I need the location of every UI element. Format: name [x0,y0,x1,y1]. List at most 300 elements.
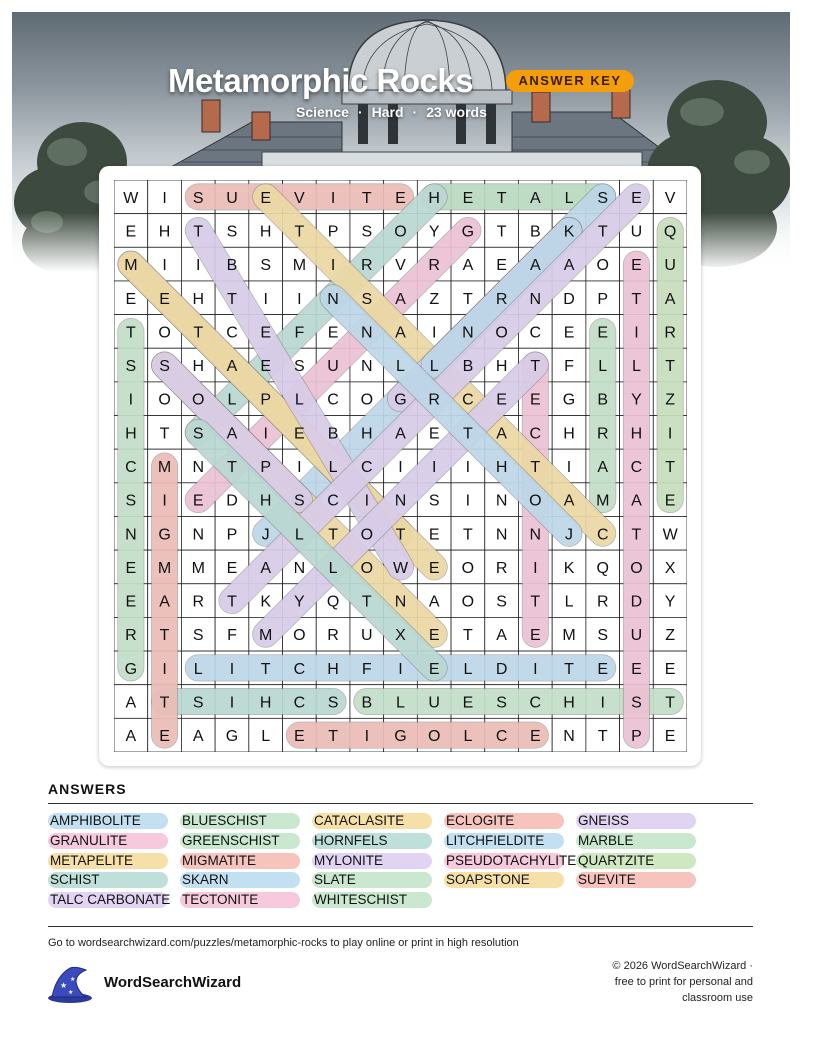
grid-letter: C [293,694,306,712]
grid-letter: N [394,492,407,510]
grid-letter: R [192,593,205,611]
grid-letter: S [192,627,204,645]
answer-word: QUARTZITE [576,853,696,869]
grid-letter: I [431,324,437,342]
grid-letter: O [630,559,643,577]
grid-letter: T [463,526,473,544]
grid-letter: S [260,257,272,275]
grid-letter: P [260,459,272,476]
copyright-line: © 2026 WordSearchWizard · [612,960,753,972]
grid-letter: M [157,559,172,577]
grid-letter: U [327,358,339,376]
grid-letter: T [665,694,676,712]
grid-letter: L [294,526,304,544]
grid-letter: I [364,728,370,746]
grid-letter: F [227,627,237,645]
grid-letter: E [294,728,305,746]
grid-letter: I [162,492,167,510]
grid-letter: I [330,189,336,207]
grid-letter: M [259,627,273,645]
grid-letter: A [260,559,272,577]
grid-letter: L [429,358,439,376]
answer-word: SLATE [312,872,432,888]
grid-letter: E [664,492,676,510]
answer-word: PSEUDOTACHYLITE [446,852,577,868]
answer-key-badge: ANSWER KEY [506,70,634,92]
grid-letter: E [462,694,474,712]
grid-letter: O [192,391,205,409]
grid-letter: H [495,459,508,476]
grid-letter: H [563,694,575,712]
grid-letter: S [192,425,204,443]
grid-letter: O [293,627,306,645]
answer-word: TALC CARBONATE [50,892,171,908]
answer-word: TECTONITE [180,892,300,908]
grid-letter: A [597,459,609,476]
grid-letter: A [395,425,406,443]
grid-letter: T [463,425,473,443]
grid-letter: N [563,728,575,746]
grid-letter: U [361,627,373,645]
grid-letter: U [428,694,440,712]
puzzle-meta [296,104,487,120]
answer-word: SUEVITE [576,872,696,888]
copyright-text [553,958,753,1006]
answer-word: SCHIST [48,872,168,888]
grid-letter: O [461,559,475,577]
grid-letter: N [394,593,407,611]
answer-word: SKARN [180,872,300,888]
grid-letter: E [428,425,440,443]
grid-letter: O [427,728,441,746]
grid-letter: T [597,223,608,241]
grid-letter: A [428,593,440,611]
grid-letter: I [162,189,167,207]
difficulty-label: Hard [371,104,404,120]
grid-letter: B [597,391,609,409]
grid-letter: N [192,459,205,476]
grid-letter: E [260,358,272,376]
grid-letter: C [327,492,339,510]
grid-letter: N [361,358,373,376]
grid-letter: E [664,660,676,678]
grid-letter: Z [665,627,676,645]
grid-letter: O [360,391,374,409]
grid-letter: U [630,223,643,241]
grid-letter: S [597,627,609,645]
grid-letter: C [596,526,609,544]
grid-letter: E [631,257,642,275]
grid-letter: A [226,358,238,376]
grid-letter: V [664,189,676,207]
grid-letter: M [292,257,307,275]
grid-letter: K [260,593,272,611]
grid-letter: R [664,324,676,342]
grid-letter: Z [429,290,440,308]
grid-letter: O [360,559,374,577]
grid-letter: A [395,324,406,342]
grid-letter: Y [428,223,440,241]
grid-letter: I [263,290,268,308]
grid-letter: H [630,425,643,443]
grid-letter: V [395,257,406,275]
grid-letter: A [226,425,238,443]
grid-letter: C [529,425,542,443]
grid-letter: E [294,425,305,443]
grid-letter: L [193,660,203,678]
grid-letter: T [564,660,574,678]
grid-letter: M [124,257,138,275]
grid-letter: I [128,391,134,409]
grid-letter: P [327,223,339,241]
grid-letter: G [461,223,475,241]
footer-url-text: Go to wordsearchwizard.com/puzzles/metamorphic-rocks to play online or print in high resolution [48,937,519,949]
grid-letter: I [297,290,302,308]
grid-letter: T [227,459,237,476]
grid-letter: E [428,660,440,678]
grid-letter: S [294,492,305,510]
grid-letter: O [158,391,171,409]
grid-letter: S [226,223,238,241]
grid-letter: W [392,559,409,577]
grid-letter: H [192,290,205,308]
grid-letter: E [496,257,507,275]
grid-letter: T [631,526,642,544]
grid-letter: I [667,425,673,443]
grid-letter: T [530,358,541,376]
grid-letter: O [461,593,475,611]
grid-letter: E [529,627,541,645]
grid-letter: T [159,627,170,645]
answers-divider [48,803,753,804]
grid-letter: S [125,492,137,510]
grid-letter: H [125,425,137,443]
grid-letter: I [229,660,235,678]
grid-letter: A [462,257,474,275]
grid-letter: L [328,559,338,577]
grid-letter: H [259,223,272,241]
grid-letter: R [495,290,508,308]
copyright-line: free to print for personal and [614,976,753,988]
grid-letter: G [394,728,407,746]
grid-letter: A [529,189,541,207]
subject-label: Science [296,104,349,120]
grid-letter: W [662,526,678,544]
grid-letter: G [158,526,171,544]
grid-letter: L [463,728,473,746]
grid-letter: E [327,324,339,342]
grid-letter: L [564,593,574,611]
grid-letter: F [564,358,574,376]
grid-letter: E [664,728,676,746]
grid-letter: I [263,425,268,443]
grid-letter: S [496,694,507,712]
grid-letter: E [462,189,474,207]
grid-letter: R [125,627,137,645]
grid-letter: T [530,593,541,611]
svg-text:★: ★ [60,981,68,990]
grid-letter: W [123,189,139,207]
grid-letter: Q [663,223,677,241]
grid-letter: T [463,290,473,308]
grid-letter: N [327,290,339,308]
grid-letter: N [529,290,542,308]
grid-letter: D [226,492,238,510]
grid-letter: Q [596,559,609,577]
grid-letter: A [159,593,170,611]
grid-letter: T [597,728,608,746]
grid-letter: P [597,290,609,308]
answers-heading: ANSWERS [48,781,127,797]
grid-letter: U [630,627,643,645]
grid-letter: E [597,660,609,678]
grid-letter: I [600,694,605,712]
grid-letter: X [395,627,406,645]
grid-letter: T [530,459,541,476]
grid-letter: I [162,257,167,275]
grid-letter: T [496,189,507,207]
grid-letter: E [226,559,238,577]
grid-letter: O [495,324,508,342]
grid-letter: S [192,189,204,207]
grid-letter: I [196,257,201,275]
grid-letter: E [631,660,642,678]
grid-letter: E [563,324,575,342]
grid-letter: T [159,694,170,712]
grid-letter: E [428,627,440,645]
grid-letter: T [328,728,338,746]
grid-letter: F [361,660,372,678]
grid-letter: I [465,492,471,510]
grid-letter: I [431,459,437,476]
answer-word: GNEISS [576,813,696,829]
grid-letter: K [563,559,575,577]
grid-letter: E [428,559,440,577]
grid-letter: S [361,223,373,241]
grid-letter: G [225,728,239,746]
grid-letter: E [159,290,170,308]
grid-letter: C [125,459,137,476]
grid-letter: S [361,290,373,308]
grid-letter: T [361,189,372,207]
grid-letter: T [395,526,406,544]
brand-name: WordSearchWizard [104,974,242,991]
grid-letter: Z [665,391,676,409]
grid-letter: R [495,559,508,577]
grid-letter: H [428,189,440,207]
grid-letter: C [327,391,339,409]
grid-letter: N [495,492,508,510]
grid-letter: C [529,694,542,712]
grid-letter: T [665,459,676,476]
grid-letter: U [226,189,238,207]
grid-letter: O [529,492,542,510]
grid-letter: U [664,257,676,275]
grid-letter: E [529,391,541,409]
grid-letter: I [634,324,639,342]
answer-word: AMPHIBOLITE [48,813,168,829]
grid-letter: M [562,627,576,645]
grid-letter: N [529,526,542,544]
grid-letter: E [496,391,507,409]
puzzle-title: Metamorphic Rocks [168,62,474,99]
grid-letter: C [361,459,373,476]
grid-letter: T [294,223,305,241]
grid-letter: A [125,728,137,746]
grid-letter: I [398,660,403,678]
grid-letter: L [227,391,237,409]
grid-letter: D [563,290,575,308]
grid-letter: B [327,425,339,443]
answer-word: MYLONITE [312,853,432,869]
grid-letter: T [193,223,204,241]
grid-letter: C [529,324,542,342]
grid-letter: M [157,459,172,476]
answer-word: MARBLE [576,833,696,849]
grid-letter: M [191,559,205,577]
grid-letter: T [665,358,676,376]
grid-letter: R [428,391,440,409]
grid-letter: T [361,593,372,611]
grid-letter: E [192,492,204,510]
grid-letter: T [328,526,338,544]
grid-letter: O [360,526,374,544]
grid-letter: O [596,257,609,275]
grid-letter: P [260,391,272,409]
grid-letter: S [159,358,170,376]
grid-letter: N [293,559,306,577]
grid-letter: Y [631,391,642,409]
grid-letter: I [533,660,538,678]
answer-word: METAPELITE [48,853,168,869]
grid-letter: N [361,324,373,342]
grid-letter: B [462,358,474,376]
grid-letter: C [293,660,306,678]
grid-letter: I [162,660,167,678]
grid-letter: N [495,526,508,544]
grid-letter: A [563,257,575,275]
grid-letter: B [361,694,373,712]
grid-letter: H [259,694,272,712]
grid-letter: V [294,189,305,207]
grid-letter: J [565,526,574,544]
grid-letter: E [260,189,272,207]
grid-letter: E [125,223,137,241]
grid-letter: D [630,593,643,611]
answer-word: GRANULITE [48,833,168,849]
grid-letter: C [226,324,238,342]
grid-letter: T [125,324,136,342]
grid-letter: E [428,526,440,544]
grid-letter: R [361,257,373,275]
grid-letter: L [598,358,608,376]
grid-letter: Y [294,593,305,611]
grid-letter: L [564,189,574,207]
grid-letter: S [294,358,305,376]
grid-letter: S [631,694,642,712]
word-count-label: 23 words [426,104,487,120]
grid-letter: Q [326,593,340,611]
grid-letter: G [124,660,138,678]
letter-grid-svg [114,180,687,752]
grid-letter: I [566,459,572,476]
grid-letter: X [664,559,676,577]
grid-letter: E [125,290,137,308]
grid-letter: J [261,526,270,544]
grid-letter: I [533,559,538,577]
grid-letter: R [596,593,609,611]
answer-word: CATACLASITE [312,813,432,829]
meta-separator: · [412,104,418,120]
grid-letter: S [428,492,440,510]
grid-letter: I [297,459,302,476]
grid-letter: S [496,593,507,611]
grid-letter: E [395,189,406,207]
grid-letter: E [125,593,137,611]
grid-letter: S [192,694,204,712]
grid-letter: I [398,459,403,476]
grid-letter: T [193,324,204,342]
grid-letter: E [597,324,609,342]
grid-letter: L [294,391,304,409]
grid-letter: H [361,425,373,443]
grid-letter: I [229,694,235,712]
grid-letter: Y [664,593,676,611]
grid-letter: T [631,290,642,308]
grid-letter: A [631,492,642,510]
letter-grid [114,180,687,752]
grid-letter: L [631,358,641,376]
answer-word: BLUESCHIST [180,813,300,829]
grid-letter: R [596,425,609,443]
meta-separator: · [357,104,363,120]
grid-letter: B [529,223,541,241]
grid-letter: T [227,593,237,611]
grid-letter: H [327,660,339,678]
grid-letter: I [364,492,370,510]
grid-letter: L [396,358,405,376]
grid-letter: A [125,694,137,712]
grid-letter: N [462,324,474,342]
grid-letter: G [394,391,407,409]
answer-word: GREENSCHIST [180,833,300,849]
grid-letter: E [631,189,642,207]
copyright-line: classroom use [682,992,753,1004]
svg-text:★: ★ [70,976,76,983]
grid-letter: M [596,492,610,510]
grid-letter: A [563,492,575,510]
grid-letter: H [495,358,508,376]
wizard-hat-icon [46,964,94,1004]
grid-letter: T [227,290,237,308]
footer-divider [48,926,753,927]
grid-letter: T [463,627,473,645]
grid-letter: E [125,559,137,577]
svg-text:★: ★ [68,989,74,996]
grid-letter: D [495,660,508,678]
grid-letter: A [192,728,204,746]
grid-letter: H [192,358,205,376]
grid-letter: R [327,627,339,645]
answer-word: WHITESCHIST [312,892,432,908]
grid-letter: S [597,189,609,207]
grid-letter: L [463,660,473,678]
grid-letter: L [328,459,338,476]
answer-word: LITCHFIELDITE [444,833,564,849]
grid-letter: C [462,391,474,409]
grid-letter: T [496,223,507,241]
answer-word: ECLOGITE [444,813,564,829]
